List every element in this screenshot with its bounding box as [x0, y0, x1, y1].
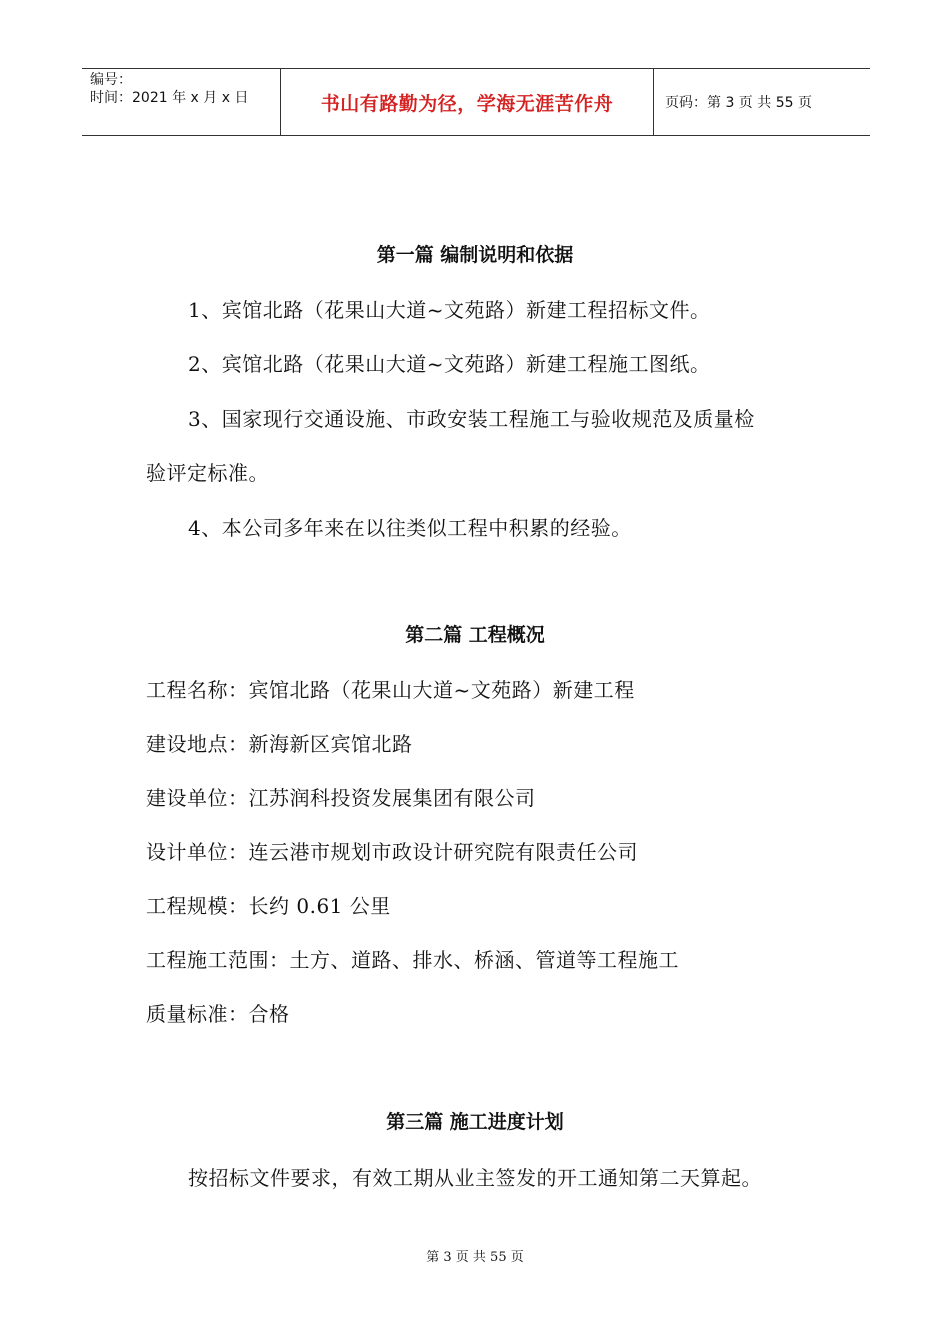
- section-1-item-continuation: 验评定标准。: [146, 461, 269, 485]
- document-number-label: 编号：: [90, 72, 132, 88]
- section-1-item: 1、宾馆北路（花果山大道~文苑路）新建工程招标文件。: [188, 298, 711, 322]
- header-meta: [82, 69, 281, 135]
- section-3-item: 按招标文件要求，有效工期从业主签发的开工通知第二天算起。: [188, 1166, 762, 1190]
- page-footer: 第 3 页 共 55 页: [426, 1250, 524, 1265]
- section-1-title: 第一篇 编制说明和依据: [376, 244, 574, 266]
- section-1-item: 4、本公司多年来在以往类似工程中积累的经验。: [188, 516, 632, 540]
- quality-standard: 质量标准：合格: [146, 1002, 290, 1026]
- construction-unit: 建设单位：江苏润科投资发展集团有限公司: [146, 786, 536, 810]
- section-1-item: 3、国家现行交通设施、市政安装工程施工与验收规范及质量检: [188, 407, 755, 431]
- section-2-title: 第二篇 工程概况: [405, 624, 545, 646]
- construction-scope: 工程施工范围：土方、道路、排水、桥涵、管道等工程施工: [146, 948, 679, 972]
- document-time-label: 时间：2021 年 x 月 x 日: [90, 90, 249, 106]
- header-page-info: 页码：第 3 页 共 55 页: [665, 95, 812, 111]
- document-header: [82, 68, 870, 136]
- design-unit: 设计单位：连云港市规划市政设计研究院有限责任公司: [146, 840, 638, 864]
- project-location: 建设地点：新海新区宾馆北路: [146, 732, 413, 756]
- section-1-item: 2、宾馆北路（花果山大道~文苑路）新建工程施工图纸。: [188, 352, 711, 376]
- project-scale: 工程规模：长约 0.61 公里: [146, 894, 391, 918]
- project-name: 工程名称：宾馆北路（花果山大道~文苑路）新建工程: [146, 678, 635, 702]
- section-3-title: 第三篇 施工进度计划: [386, 1111, 564, 1133]
- header-motto: 书山有路勤为径，学海无涯苦作舟: [281, 69, 654, 135]
